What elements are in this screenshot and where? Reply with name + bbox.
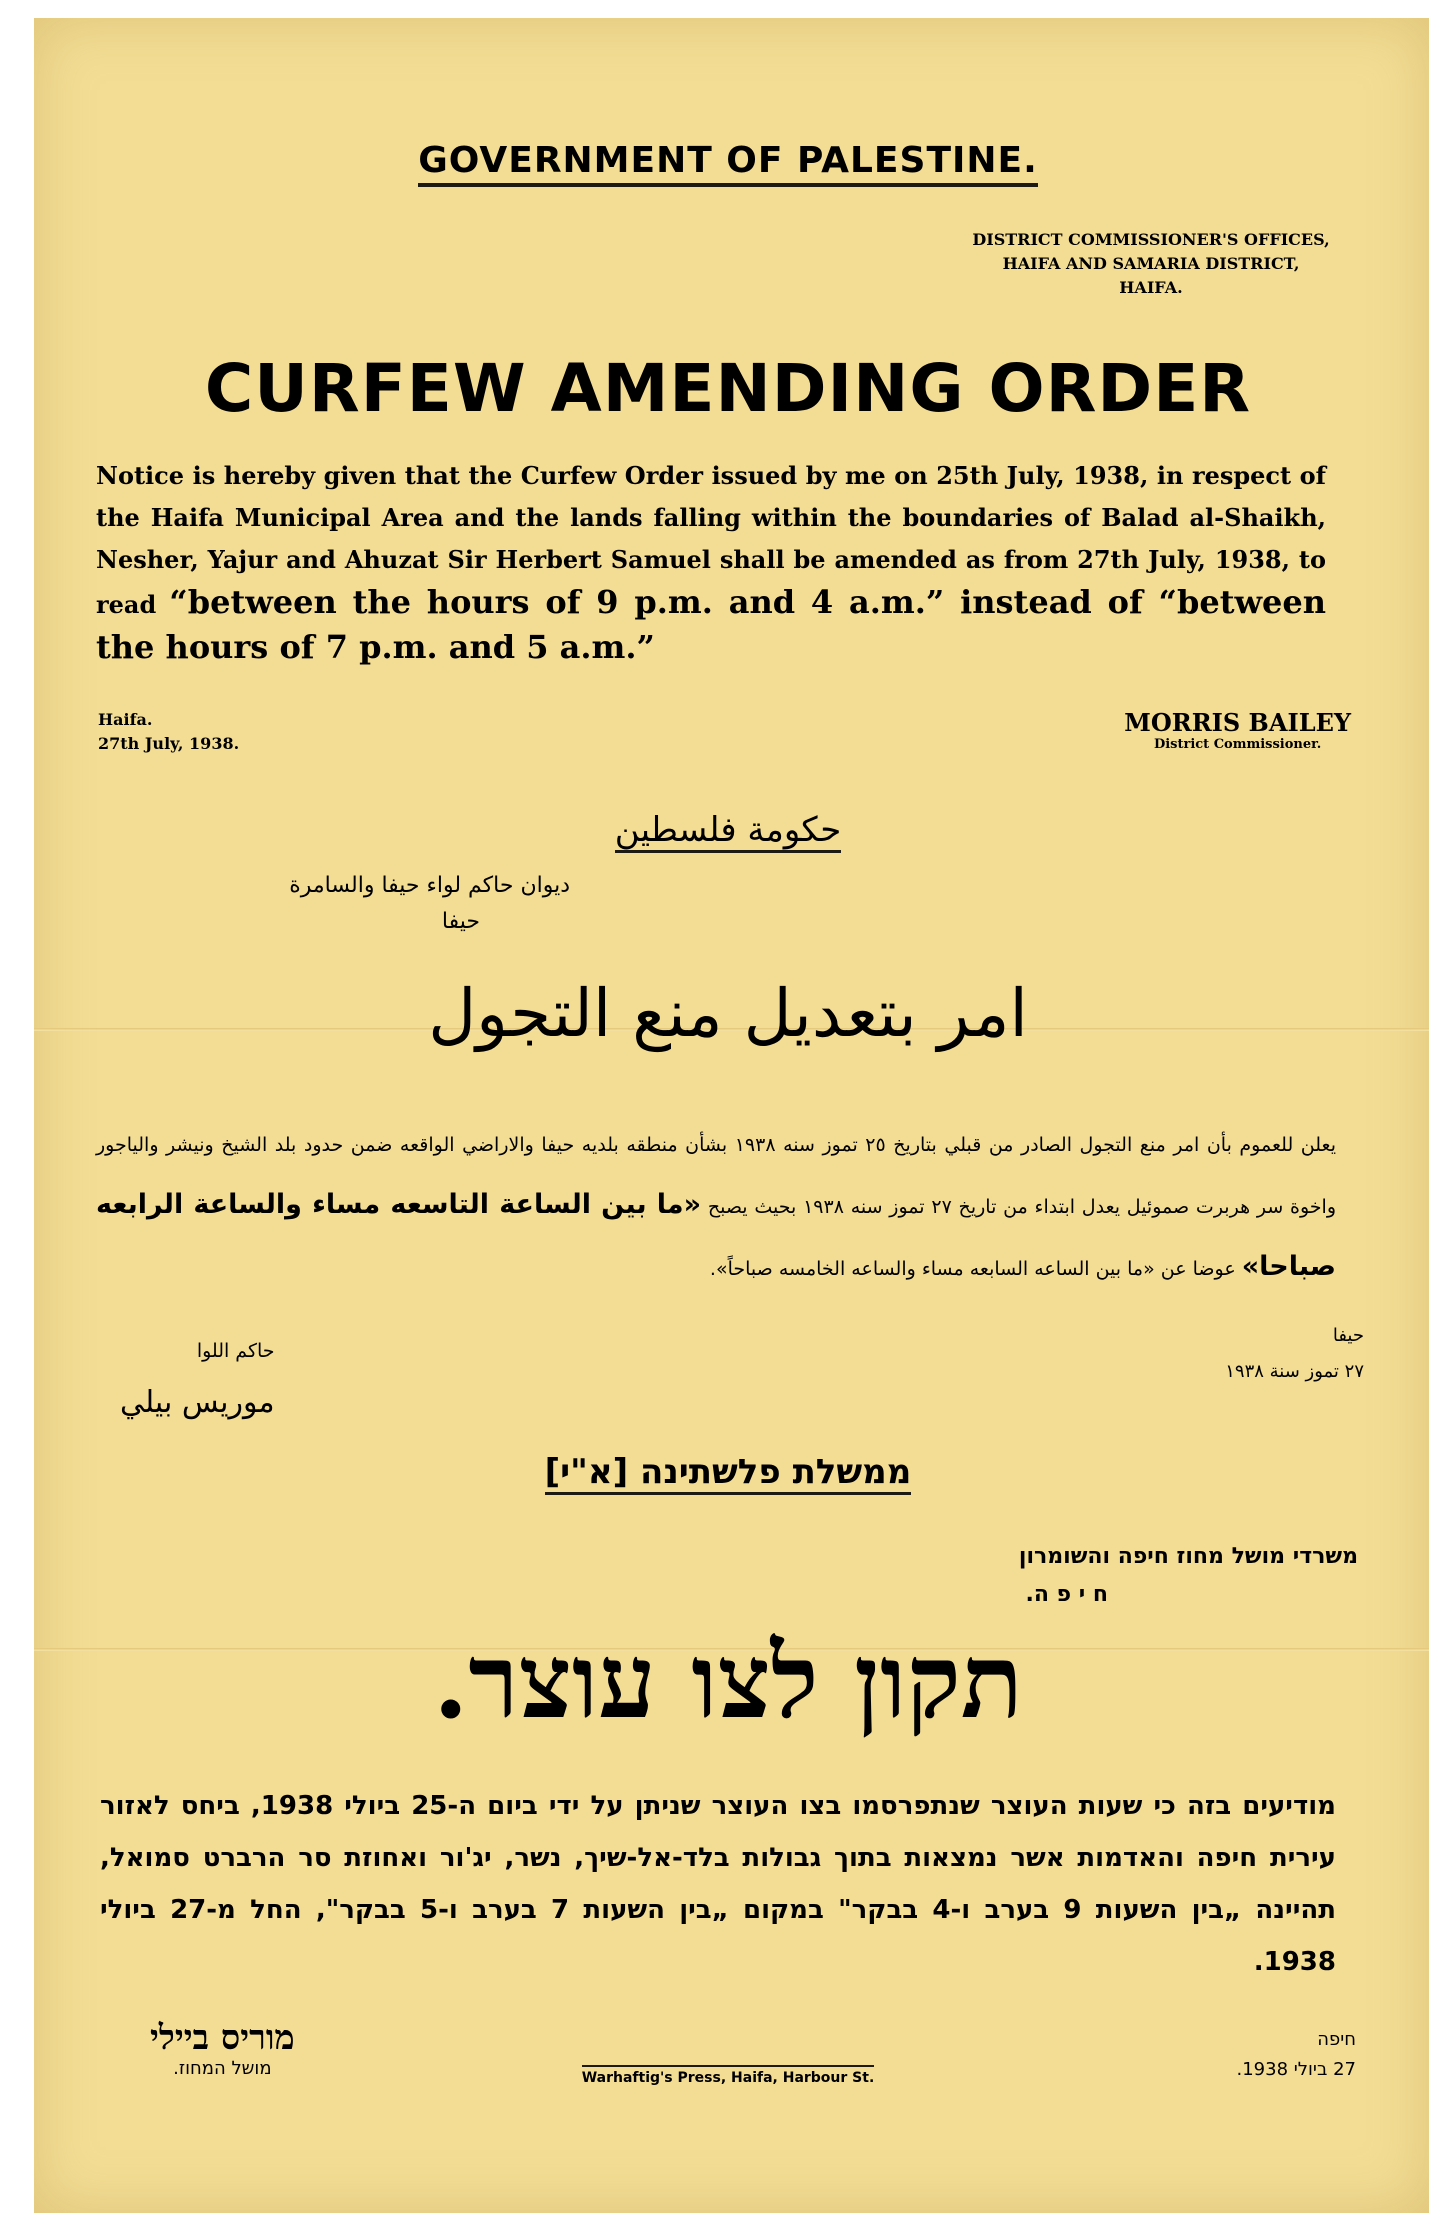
place: حيفا [1332,1325,1364,1346]
date: ٢٧ تموز سنة ١٩٣٨ [1225,1361,1364,1382]
english-office-block [941,228,1361,300]
arabic-office-block [210,868,570,940]
arabic-government-heading: حكومة فلسطين [0,810,1456,850]
english-place-date [98,708,239,756]
notice-quoted-hours: “between the hours of 9 p.m. and 4 a.m.” instead of “between the hours of 7 p.m. and 5 a.m.” [96,583,1327,666]
hebrew-notice-text [100,1780,1336,1988]
arabic-place-date [1225,1318,1364,1390]
date: 27 ביולי 1938. [1236,2059,1356,2080]
signatory-name: MORRIS BAILEY [1124,708,1351,737]
notice-body: يعلن للعموم بأن امر منع التجول الصادر من قبلي بتاريخ ٢٥ تموز سنه ١٩٣٨ بشأن منطقه بلديه حيفا والاراضي الواقعه ضمن حدود بلد الشيخ ونيشر والياجور واخوة سر هربرت صموئيل يعدل ابتداء من تاريخ ٢٧ تموز سنه ١٩٣٨ بحيث يصبح [96,1134,1337,1218]
office-line: حيفا [441,909,480,934]
english-signature [1124,708,1351,752]
place: חיפה [1317,2029,1356,2050]
office-line: משרדי מושל מחוז חיפה והשומרון [1018,1544,1358,1569]
office-line: ديوان حاكم لواء حيفا والسامرة [289,873,570,898]
hebrew-office-block [1019,1538,1358,1614]
place: Haifa. [98,710,153,729]
notice-quoted-hours: «ما بين الساعة التاسعه مساء والساعة الرابعه صباحا» [96,1189,1336,1282]
signatory-role: מושל המחוז. [173,2058,272,2079]
hebrew-order-title: תקון לצו עוצר. [432,1622,1024,1742]
printer-imprint: Warhaftig's Press, Haifa, Harbour St. [0,2070,1456,2086]
english-government-heading: GOVERNMENT OF PALESTINE. [0,140,1456,181]
notice-body-end: عوضا عن «ما بين الساعه السابعه مساء والساعه الخامسه صباحاً». [709,1258,1236,1280]
office-line: HAIFA AND SAMARIA DISTRICT, [1002,254,1300,273]
signatory-role: حاكم اللوا [196,1340,275,1362]
arabic-signature [120,1325,275,1429]
notice-body: Notice is hereby given that the Curfew Order issued by me on 25th July, 1938, in respect of the Haifa Municipal Area and the lands falling within the boundaries of Balad al-Shaikh, Nesher, Yajur and Ahuzat Sir Herbert Samuel shall be amended as from 27th July, 1938, to read [96,461,1326,619]
office-line: DISTRICT COMMISSIONER'S OFFICES, [972,230,1330,249]
english-notice-text [96,455,1326,671]
notice-quoted-hours: „בין השעות 9 בערב ו-4 בבקר" [838,1895,1242,1925]
english-order-title: CURFEW AMENDING ORDER [204,350,1252,427]
office-line: ח י פ ה. [1025,1582,1108,1607]
notice-body-end: במקום „בין השעות 7 בערב ו-5 בבקר", החל מ-27 ביולי 1938. [100,1895,1336,1977]
signatory-role: District Commissioner. [1153,737,1322,752]
office-line: HAIFA. [1119,278,1183,297]
signatory-name: מוריס ביילי [150,2018,295,2058]
arabic-notice-text [96,1115,1336,1299]
signatory-name: موريس بيلي [120,1385,275,1420]
notice-body: מודיעים בזה כי שעות העוצר שנתפרסמו בצו העוצר שניתן על ידי ביום ה-25 ביולי 1938, ביחס לאזור עירית חיפה והאדמות אשר נמצאות בתוך גבולות בלד-אל-שיך, נשר, יג'ור ואחוזת סר הרברט סמואל, תהיינה [100,1791,1336,1925]
arabic-order-title: امر بتعديل منع التجول [428,975,1028,1052]
date: 27th July, 1938. [98,734,240,753]
hebrew-government-heading: ממשלת פלשתינה [א"י] [0,1452,1456,1492]
